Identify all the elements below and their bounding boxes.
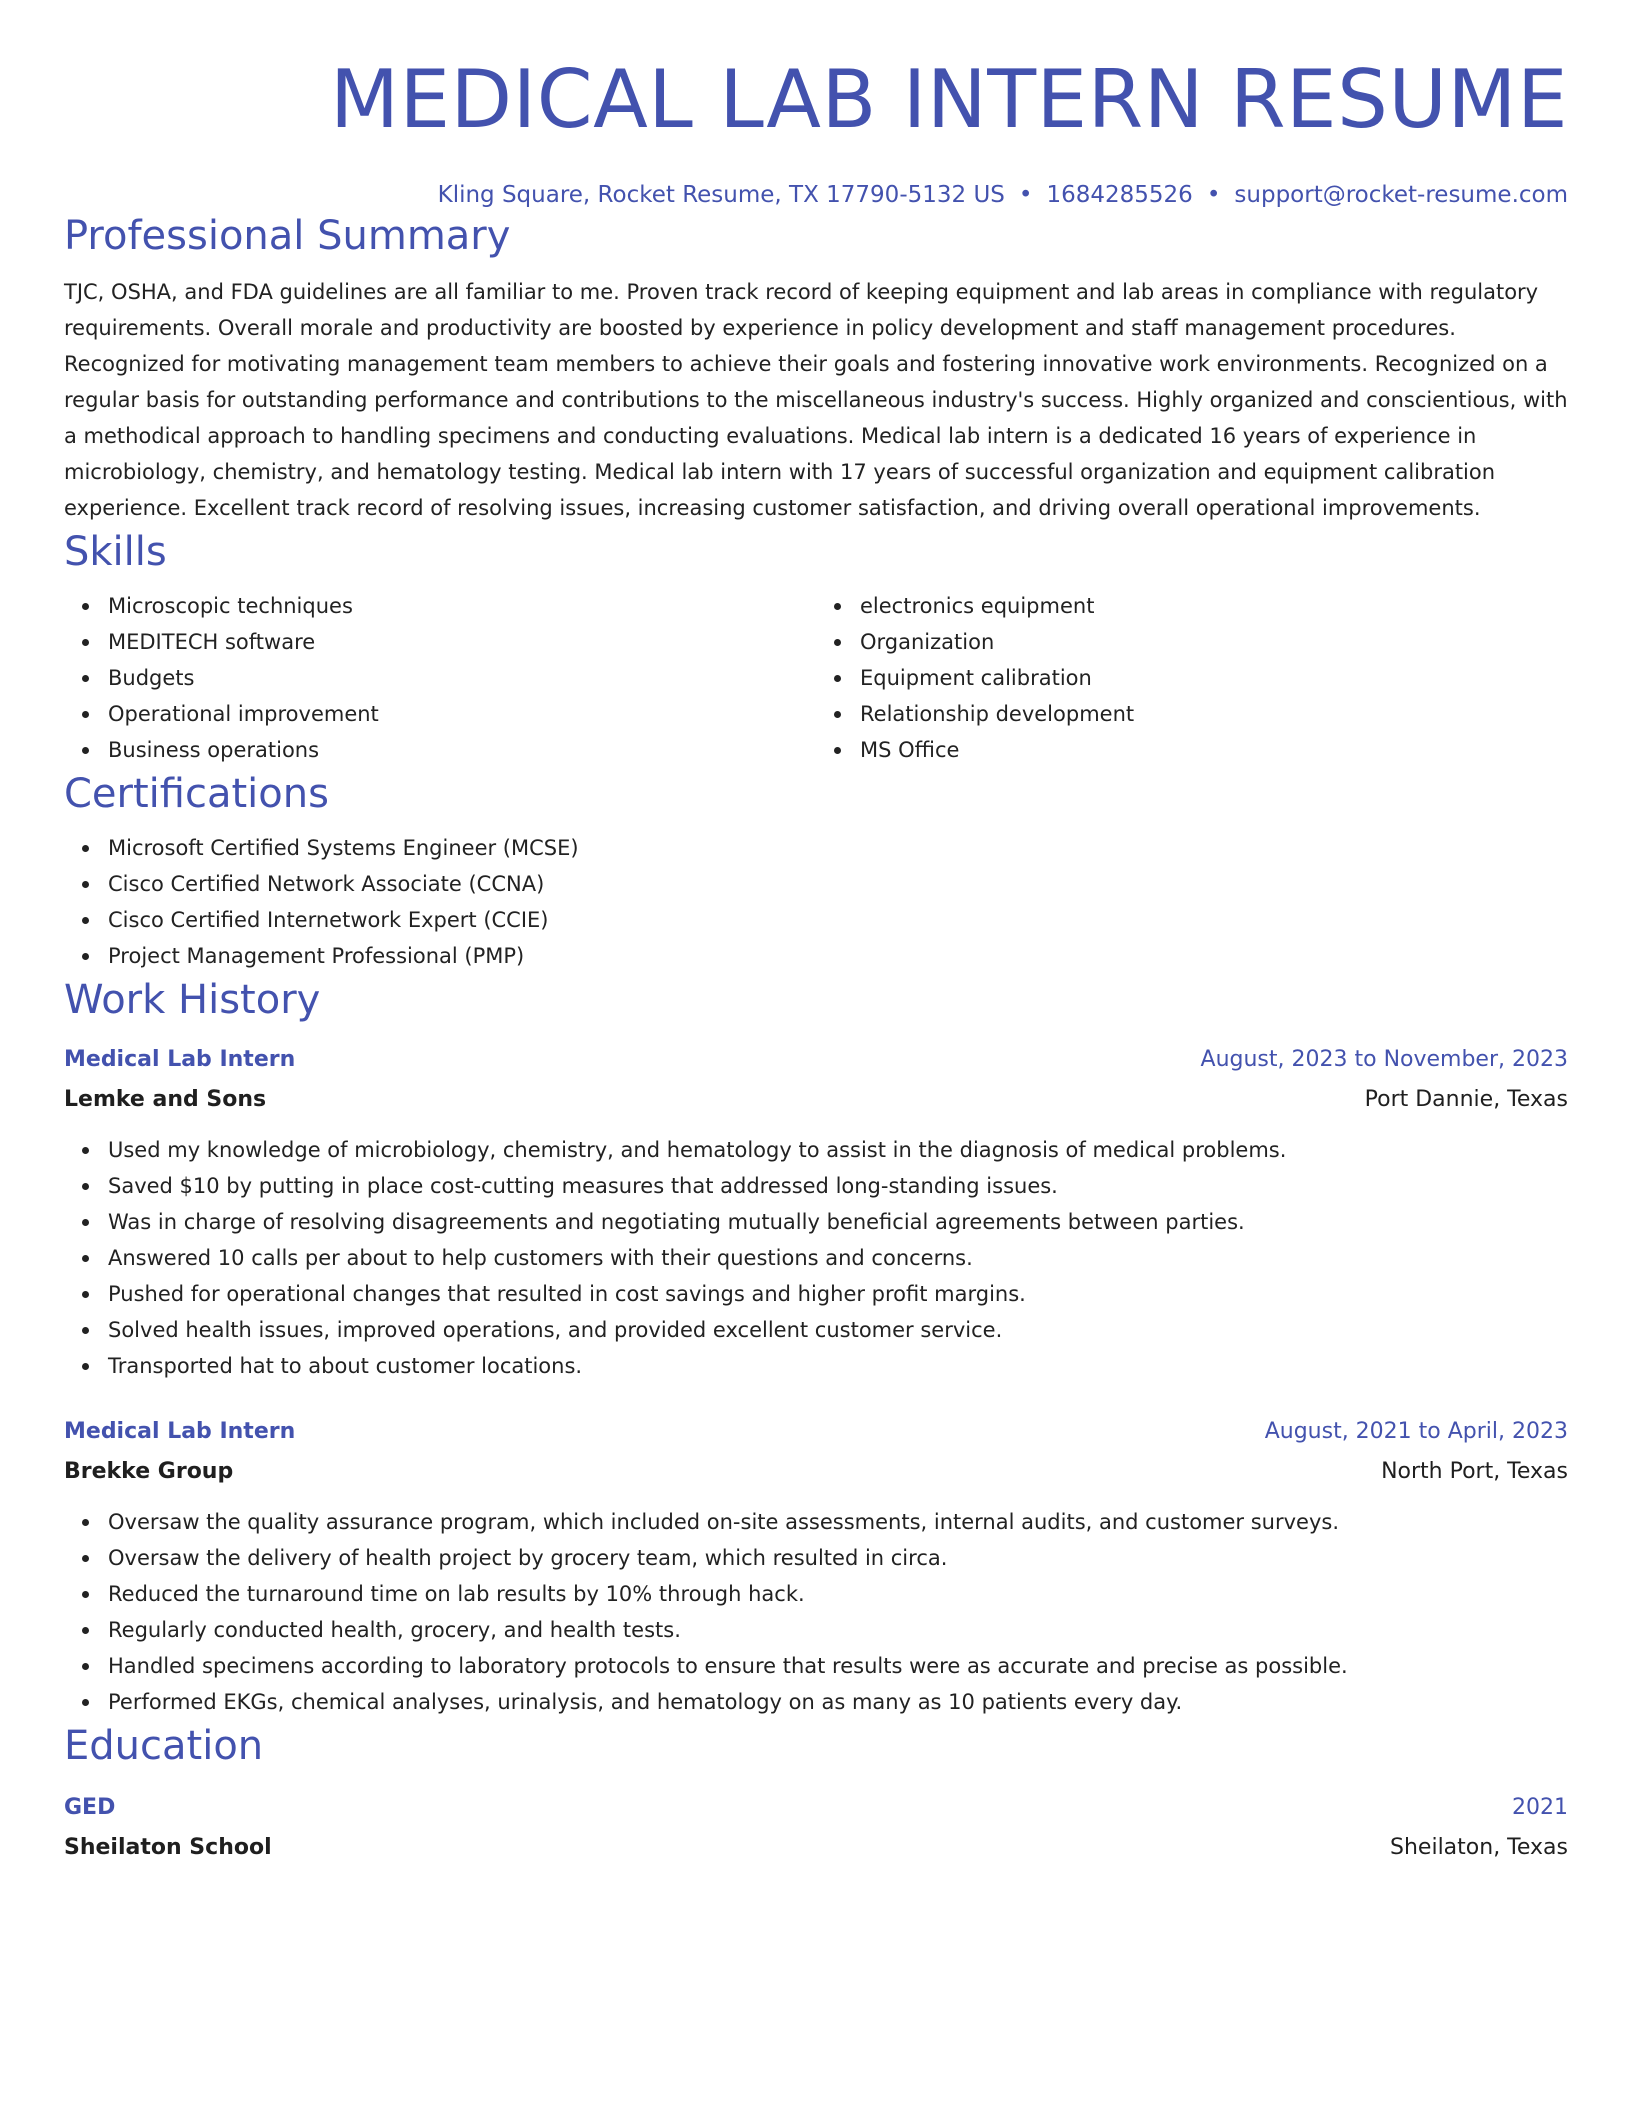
job-duty: Saved $10 by putting in place cost-cutting measures that addressed long-standing issues. [108,1168,1568,1204]
skill-item: Organization [860,624,1568,660]
skill-item: Microscopic techniques [108,588,816,624]
job-location: Port Dannie, Texas [1364,1087,1568,1112]
job-header [64,1042,1568,1078]
job-duty: Used my knowledge of microbiology, chemistry, and hematology to assist in the diagnosis of medical problems. [108,1132,1568,1168]
skills-list [64,588,1568,768]
certification-item: Microsoft Certified Systems Engineer (MCSE) [108,830,1568,866]
job-employer-row [64,1450,1568,1490]
job-duty: Pushed for operational changes that resulted in cost savings and higher profit margins. [108,1276,1568,1312]
job-entry [64,1042,1568,1384]
contact-phone: 1684285526 [1046,182,1193,208]
skills-column-left [64,588,816,768]
skill-item: Business operations [108,732,816,768]
skill-item: electronics equipment [860,588,1568,624]
job-duty: Reduced the turnaround time on lab results by 10% through hack. [108,1576,1568,1612]
certifications-list [64,830,1568,974]
resume-title: MEDICAL LAB INTERN RESUME [329,53,1568,146]
job-dates: August, 2023 to November, 2023 [1200,1047,1568,1072]
certification-item: Cisco Certified Network Associate (CCNA) [108,866,1568,902]
job-title: Medical Lab Intern [64,1047,296,1072]
job-location: North Port, Texas [1381,1459,1568,1484]
summary-heading: Professional Summary [64,213,511,259]
job-duty: Answered 10 calls per about to help customers with their questions and concerns. [108,1240,1568,1276]
education-degree: GED [64,1795,116,1820]
work-history-heading: Work History [64,977,321,1023]
skill-item: Budgets [108,660,816,696]
skills-heading: Skills [64,529,167,575]
skill-item: Operational improvement [108,696,816,732]
skill-item: Relationship development [860,696,1568,732]
job-header [64,1414,1568,1450]
job-duty: Performed EKGs, chemical analyses, urinalysis, and hematology on as many as 10 patients every day. [108,1684,1568,1720]
job-duty: Was in charge of resolving disagreements and negotiating mutually beneficial agreements between parties. [108,1204,1568,1240]
job-duty: Regularly conducted health, grocery, and health tests. [108,1612,1568,1648]
contact-email: support@rocket-resume.com [1234,182,1568,208]
job-duty: Oversaw the delivery of health project by grocery team, which resulted in circa. [108,1540,1568,1576]
education-header [64,1790,1568,1826]
skill-item: MS Office [860,732,1568,768]
certification-item: Cisco Certified Internetwork Expert (CCIE) [108,902,1568,938]
education-entry [64,1790,1568,1866]
education-school-row [64,1826,1568,1866]
summary-text: TJC, OSHA, and FDA guidelines are all familiar to me. Proven track record of keeping equipment and lab areas in compliance with regulatory requirements. Overall morale and productivity are boosted by experience in policy development and staff management procedures. Recognized for motivating management team members to achieve their goals and fostering innovative work environments. Recognized on a regular basis for outstanding performance and contributions to the miscellaneous industry's success. Highly organized and conscientious, with a methodical approach to handling specimens and conducting evaluations. Medical lab intern is a dedicated 16 years of experience in microbiology, chemistry, and hematology testing. Medical lab intern with 17 years of successful organization and equipment calibration experience. Excellent track record of resolving issues, increasing customer satisfaction, and driving overall operational improvements. [64,280,1568,520]
job-company: Brekke Group [64,1459,234,1484]
skills-column-right [816,588,1568,768]
education-heading: Education [64,1723,264,1769]
job-duty: Handled specimens according to laboratory protocols to ensure that results were as accurate and precise as possible. [108,1648,1568,1684]
certification-item: Project Management Professional (PMP) [108,938,1568,974]
education-school: Sheilaton School [64,1835,272,1860]
contact-line [64,180,1568,210]
contact-address: Kling Square, Rocket Resume, TX 17790-5132 US [437,182,1005,208]
job-duty: Solved health issues, improved operations, and provided excellent customer service. [108,1312,1568,1348]
job-dates: August, 2021 to April, 2023 [1264,1419,1568,1444]
job-duty: Oversaw the quality assurance program, which included on-site assessments, internal audits, and customer surveys. [108,1504,1568,1540]
job-title: Medical Lab Intern [64,1419,296,1444]
skill-item: Equipment calibration [860,660,1568,696]
contact-separator: • [1018,182,1033,208]
education-year: 2021 [1512,1795,1568,1820]
job-entry [64,1414,1568,1720]
job-company: Lemke and Sons [64,1087,267,1112]
skill-item: MEDITECH software [108,624,816,660]
job-duty: Transported hat to about customer locations. [108,1348,1568,1384]
contact-separator: • [1206,182,1221,208]
job-duties-list [64,1504,1568,1720]
certifications-heading: Certifications [64,771,329,817]
education-location: Sheilaton, Texas [1390,1835,1568,1860]
job-duties-list [64,1132,1568,1384]
job-employer-row [64,1078,1568,1118]
